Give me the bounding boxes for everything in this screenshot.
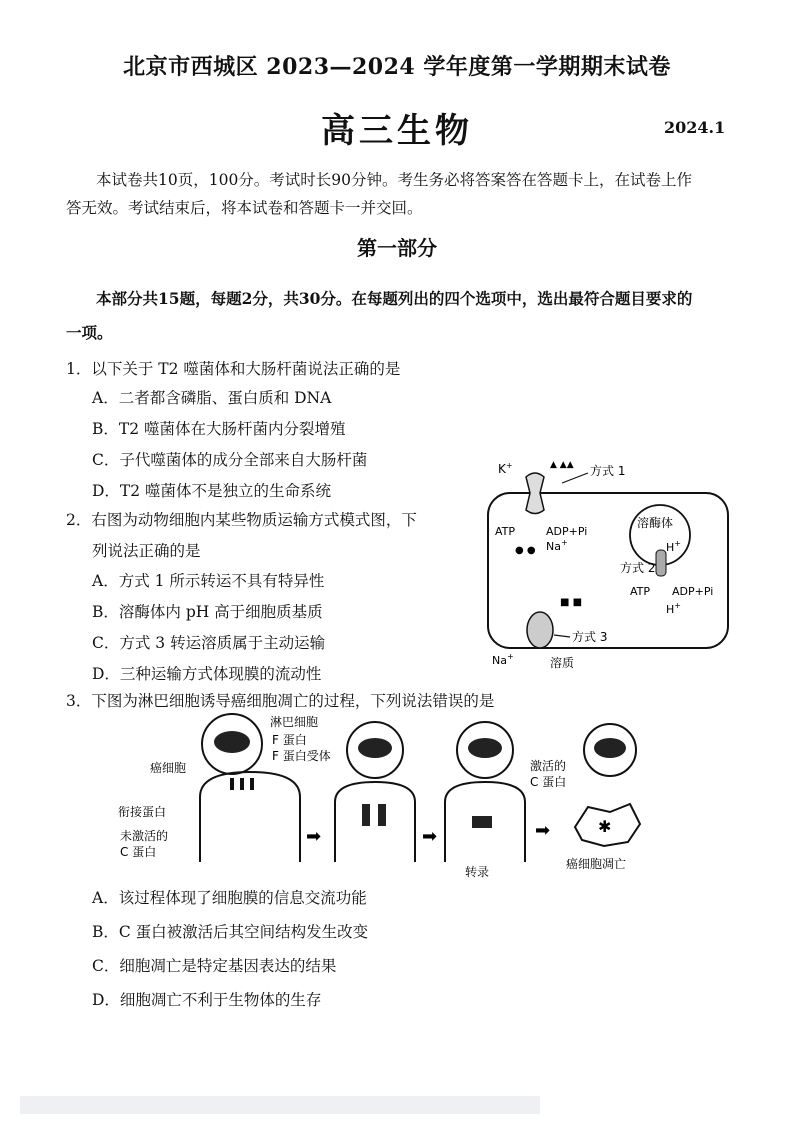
receptor-2 <box>240 778 244 790</box>
adp-label-1: ADP+Pi <box>546 525 588 538</box>
f-receptor-label: F 蛋白受体 <box>272 749 331 763</box>
arrow-2: ➡ <box>422 826 438 847</box>
question-1-option-a: A．二者都含磷脂、蛋白质和 DNA <box>92 389 332 407</box>
subject-title: 高三生物 <box>321 111 473 151</box>
apoptosis-label: 癌细胞凋亡 <box>566 857 627 871</box>
square-markers: ■ ■ <box>560 597 583 608</box>
question-3-option-c: C．细胞凋亡是特定基因表达的结果 <box>92 957 337 975</box>
active-c-protein <box>472 816 492 828</box>
na-label-2: Na+ <box>492 652 514 667</box>
h-ion-label-2: H+ <box>666 601 681 616</box>
question-2-stem-line-2: 列说法正确的是 <box>92 542 201 560</box>
question-1-stem: 1．以下关于 T2 噬菌体和大肠杆菌说法正确的是 <box>66 360 401 378</box>
atp-label-2: ATP <box>630 585 651 598</box>
triangle-markers: ▲ ▲▲ <box>550 460 574 470</box>
linker-2a <box>362 804 370 826</box>
question-3-option-a: A．该过程体现了细胞膜的信息交流功能 <box>92 889 367 907</box>
method-3-label: 方式 3 <box>572 630 608 644</box>
inactive-c-label-1: 未激活的 <box>120 829 169 843</box>
lymphocyte-nucleus-1 <box>214 731 250 753</box>
question-3-stem: 3．下图为淋巴细胞诱导癌细胞凋亡的过程，下列说法错误的是 <box>66 692 495 710</box>
part-title: 第一部分 <box>357 236 437 260</box>
instructions <box>66 282 746 350</box>
lymphocyte-nucleus-3 <box>468 738 502 758</box>
receptor-3 <box>250 778 254 790</box>
method-3-pointer <box>554 635 570 637</box>
active-c-label-2: C 蛋白 <box>530 775 567 789</box>
cell-membrane <box>488 493 728 648</box>
method-3-cotransporter <box>527 612 553 648</box>
question-1-option-d: D．T2 噬菌体不是独立的生命系统 <box>92 482 332 500</box>
scan-edge <box>20 1096 540 1114</box>
fragmented-nucleus: ✱ <box>598 817 612 836</box>
intro-line-2: 答无效。考试结束后，将本试卷和答题卡一并交回。 <box>66 199 423 217</box>
question-1-option-b: B．T2 噬菌体在大肠杆菌内分裂增殖 <box>92 420 346 438</box>
lymphocyte-nucleus-4 <box>594 738 626 758</box>
question-3-option-d: D．细胞凋亡不利于生物体的生存 <box>92 991 322 1009</box>
atp-label-1: ATP <box>495 525 516 538</box>
question-2-option-c: C．方式 3 转运溶质属于主动运输 <box>92 634 326 652</box>
f-protein-label: F 蛋白 <box>272 733 307 747</box>
method-2-label: 方式 2 <box>620 561 656 575</box>
apoptosis-diagram <box>110 712 670 882</box>
lysosome-label: 溶酶体 <box>637 516 674 530</box>
instructions-line-2: 一项。 <box>66 323 113 342</box>
question-2-option-a: A．方式 1 所示转运不具有特异性 <box>92 572 325 590</box>
cancer-cell-2 <box>335 782 415 862</box>
k-ion-label: K+ <box>498 461 513 476</box>
linker-protein-label: 衔接蛋白 <box>118 805 167 819</box>
question-2-option-b: B．溶酶体内 pH 高于细胞质基质 <box>92 603 323 621</box>
linker-2b <box>378 804 386 826</box>
transport-diagram <box>480 455 740 675</box>
method-1-label: 方式 1 <box>590 464 626 478</box>
active-c-label-1: 激活的 <box>530 759 567 773</box>
receptor-1 <box>230 778 234 790</box>
na-label-1: Na+ <box>546 538 568 553</box>
question-1-option-c: C．子代噬菌体的成分全部来自大肠杆菌 <box>92 451 368 469</box>
arrow-1: ➡ <box>306 826 322 847</box>
h-ion-label-1: H+ <box>666 539 681 554</box>
question-2-stem-line-1: 2．右图为动物细胞内某些物质运输方式模式图，下 <box>66 511 417 529</box>
lymphocyte-nucleus-2 <box>358 738 392 758</box>
cancer-cell-label: 癌细胞 <box>150 761 187 775</box>
exam-title: 北京市西城区 2023—2024 学年度第一学期期末试卷 <box>123 54 671 80</box>
solute-label: 溶质 <box>550 656 575 670</box>
arrow-3: ➡ <box>535 820 551 841</box>
inactive-c-label-2: C 蛋白 <box>120 845 157 859</box>
method-2-pump <box>656 550 666 576</box>
lymphocyte-label: 淋巴细胞 <box>270 715 319 729</box>
dots-marker: ● ● <box>515 545 536 556</box>
adp-label-2: ADP+Pi <box>672 585 714 598</box>
transcription-label: 转录 <box>465 865 490 879</box>
method-1-pointer <box>562 473 588 483</box>
instructions-line-1: 本部分共15题，每题2分，共30分。在每题列出的四个选项中，选出最符合题目要求的 <box>96 289 693 308</box>
intro-paragraph <box>66 166 746 222</box>
question-3-option-b: B．C 蛋白被激活后其空间结构发生改变 <box>92 923 369 941</box>
exam-date: 2024.1 <box>664 118 726 137</box>
question-2-option-d: D．三种运输方式体现膜的流动性 <box>92 665 322 683</box>
intro-line-1: 本试卷共10页，100分。考试时长90分钟。考生务必将答案答在答题卡上，在试卷上作 <box>96 171 693 189</box>
